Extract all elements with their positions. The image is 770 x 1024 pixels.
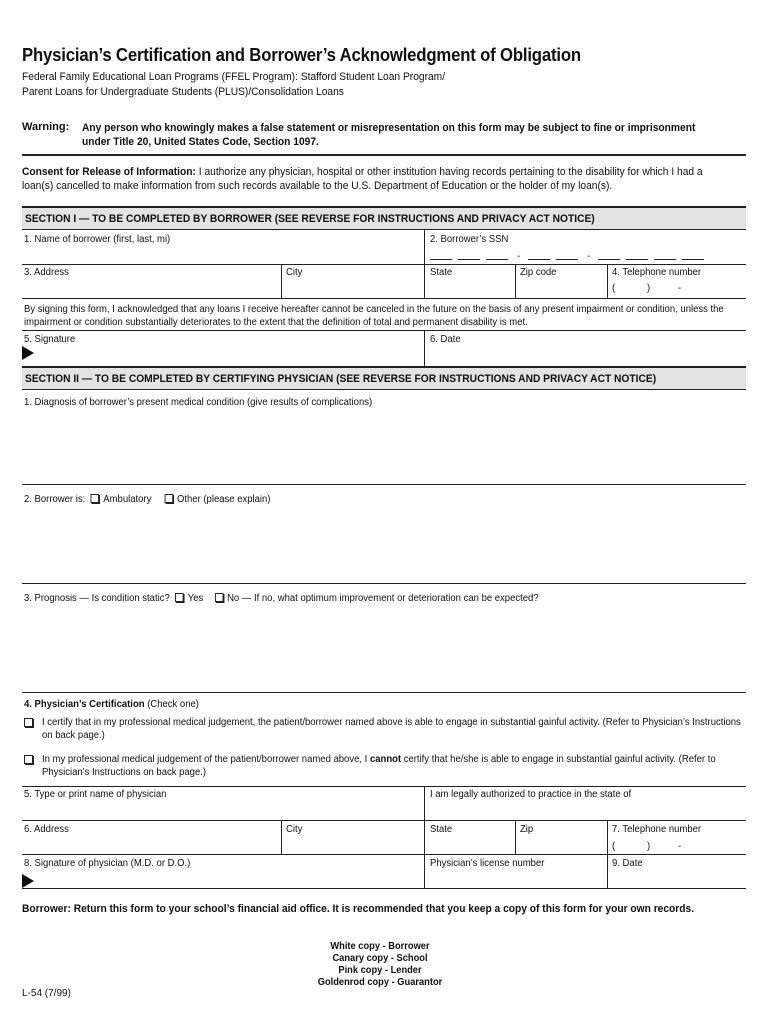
section2-title: SECTION II — TO BE COMPLETED BY CERTIFYING PHYSICIAN (SEE REVERSE FOR INSTRUCTIONS AND PRIVACY ACT NOTICE) (25, 373, 657, 385)
cert-option1-text: I certify that in my professional medical judgement, the patient/borrower named above is able to engage in substantial gainful activity. (Refer to Physician’s Instructions on back page.) (42, 717, 741, 741)
borrower-ssn-label: 2. Borrower’s SSN (430, 234, 509, 245)
physician-phone-close: ) (647, 841, 651, 852)
borrower-acknowledgment: By signing this form, I acknowledged that any loans I receive hereafter cannot be canceled in the future on the basis of any present impairment or condition, unless the impairment or condition substantially deteriorates to the extent that the definition of total and permanent disability is met. (24, 304, 724, 328)
form-subtitle-line2: Parent Loans for Undergraduate Students (PLUS)/Consolidation Loans (22, 86, 344, 98)
copy-line: Pink copy - Lender (338, 965, 422, 976)
physician-license-label: Physician’s license number (430, 858, 545, 869)
phone-format-close: ) (647, 283, 651, 294)
physician-city-label: City (286, 824, 303, 835)
consent-paragraph (22, 165, 729, 193)
copy-line: Canary copy - School (332, 953, 428, 964)
physician-address-label: 6. Address (24, 824, 69, 835)
copy-line: White copy - Borrower (330, 941, 430, 952)
copy-distribution (290, 941, 470, 989)
borrower-address-label: 3. Address (24, 267, 69, 278)
physician-date-label: 9. Date (612, 858, 643, 869)
cert-option1-checkbox[interactable] (24, 718, 33, 727)
borrower-name-label: 1. Name of borrower (first, last, mi) (24, 234, 171, 245)
phone-format-open: ( (612, 283, 616, 294)
authorized-state-label: I am legally authorized to practice in the state of (430, 789, 632, 800)
cert-option2-text: In my professional medical judgement of the patient/borrower named above, I cannot certify that he/she is able to engage in substantial gainful activity. (Refer to Physician’s Instructions on back page.) (42, 754, 716, 778)
form-number: L-54 (7/99) (22, 988, 71, 999)
section2-header (22, 366, 746, 390)
divider (22, 154, 746, 156)
phone-format-dash: - (678, 283, 682, 294)
borrower-zip-label: Zip code (520, 267, 557, 278)
cert-option2-checkbox[interactable] (24, 755, 33, 764)
borrower-signature-label: 5. Signature (24, 334, 76, 345)
cert-heading: 4. Physician’s Certification (Check one) (24, 699, 199, 710)
other-checkbox[interactable] (165, 494, 174, 503)
prognosis-yes-checkbox[interactable] (175, 593, 184, 602)
borrower-state-label: State (430, 267, 453, 278)
physician-phone-open: ( (612, 841, 616, 852)
physician-name-label: 5. Type or print name of physician (24, 789, 167, 800)
copy-line: Goldenrod copy - Guarantor (317, 977, 443, 988)
diagnosis-label: 1. Diagnosis of borrower’s present medical condition (give results of complications) (24, 397, 373, 408)
borrower-is-question: 2. Borrower is: Ambulatory Other (please explain) (24, 494, 271, 505)
prognosis-question: 3. Prognosis — Is condition static? Yes No — If no, what optimum improvement or deterioration can be expected? (24, 593, 539, 604)
form-subtitle-line1: Federal Family Educational Loan Programs (FFEL Program): Stafford Student Loan Program/ (22, 71, 446, 83)
ambulatory-label: Ambulatory (103, 494, 152, 505)
form-title: Physician’s Certification and Borrower’s Acknowledgment of Obligation (22, 45, 581, 65)
warning-label: Warning: (22, 121, 70, 133)
return-note: Borrower: Return this form to your school’s financial aid office. It is recommended that you keep a copy of this form for your own records. (22, 903, 695, 915)
section1-title: SECTION I — TO BE COMPLETED BY BORROWER (SEE REVERSE FOR INSTRUCTIONS AND PRIVACY ACT NOTICE) (25, 213, 595, 225)
other-label: Other (please explain) (176, 494, 271, 505)
borrower-city-label: City (286, 267, 303, 278)
consent-text: I authorize any physician, hospital or other institution having records pertaining to the disability for which I had a loan(s) cancelled to make information from such records available to the U.S. Department of Education or the holder of my loan(s). (22, 166, 703, 192)
prognosis-yes-label: Yes (187, 593, 204, 604)
prognosis-no-checkbox[interactable] (215, 593, 224, 602)
consent-label: Consent for Release of Information: (22, 166, 196, 178)
sign-here-arrow-icon (22, 346, 34, 360)
physician-state-label: State (430, 824, 453, 835)
warning-text: Any person who knowingly makes a false statement or misrepresentation on this form may be subject to fine or imprisonment under Title 20, United States Code, Section 1097. (82, 122, 696, 148)
ambulatory-checkbox[interactable] (91, 494, 100, 503)
borrower-date-label: 6. Date (430, 334, 461, 345)
physician-signature-label: 8. Signature of physician (M.D. or D.O.) (24, 858, 191, 869)
borrower-phone-label: 4. Telephone number (612, 267, 702, 278)
physician-phone-dash: - (678, 841, 682, 852)
prognosis-no-label: No — If no, what optimum improvement or deterioration can be expected? (227, 593, 539, 604)
physician-phone-label: 7. Telephone number (612, 824, 702, 835)
physician-zip-label: Zip (520, 824, 534, 835)
sign-here-arrow-icon (22, 874, 34, 888)
section1-header (22, 206, 746, 230)
